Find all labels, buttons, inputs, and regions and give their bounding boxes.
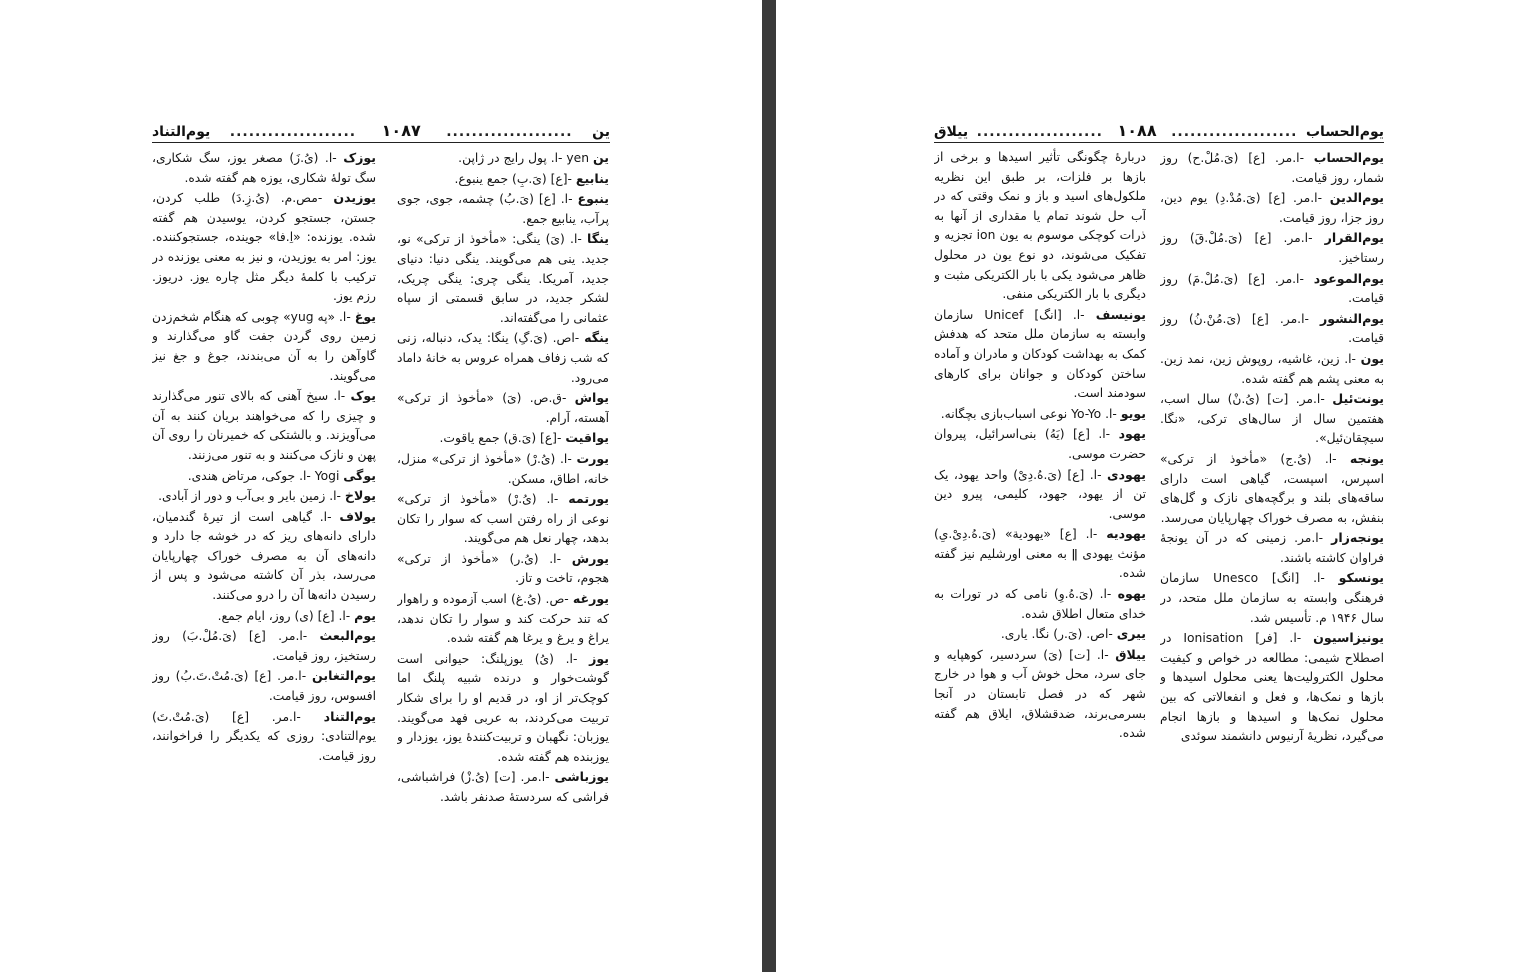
dictionary-entry	[397, 767, 609, 807]
entry-headword: ینابیع	[575, 170, 609, 186]
entry-definition: ‌-ا. (یُ.ر) «مأخوذ از ترکی» هجوم، تاخت و تاز.	[397, 551, 609, 586]
entry-definition: ‌-ا. (یُ.ج) «مأخوذ از ترکی» اسپرس، اسپست، گیاهی است دارای ساقه‌های بلند و برگچه‌های نازک و گل‌های بنفش، به مصرف خوراک چهارپایان می‌رسد.	[1160, 451, 1384, 525]
entry-headword: یوم‌الموعود	[1313, 270, 1384, 286]
entry-definition: ‌-ا.مر. [ت] (یُ.زْ) فراشباشی، فراشی که سردستهٔ صدنفر باشد.	[397, 770, 609, 804]
dictionary-entry	[934, 424, 1146, 464]
left-page-header	[152, 118, 610, 140]
entry-definition: ‌-ا. [فر] Ionisation در اصطلاح شیمی: مطالعه در خواص و کیفیت محلول الکترولیت‌ها یعنی محلول اسیدها و بازها و نمک‌ها، و فعل و انفعالاتی که بین محلول نمک‌ها و اسیدها و بازها انجام می‌گیرد، نظریهٔ آرنیوس دانشمند سوئدی	[1160, 631, 1384, 744]
entry-definition: ‌-ا. (یَ) ینگی: «مأخوذ از ترکی» نو، جدید. ینی هم می‌گویند. ینگی دنیا: دنیای جدید، آمریکا. ینگی چری: ینگی چریک، لشکر جدید، در سابق قسمتی از سپاه عثمانی را می‌گفته‌اند.	[397, 232, 609, 325]
right-header-rule	[934, 142, 1384, 143]
right-page-column-right	[1160, 148, 1384, 848]
entry-headword: یواقیت	[565, 430, 609, 446]
entry-definition: ‌-ا.مر. [ع] (یَ.مُتْ.تَ) یوم‌التنادی: روزی که یکدیگر را فراخوانند، روز قیامت.	[152, 709, 376, 763]
dictionary-entry	[1160, 309, 1384, 349]
dictionary-entry	[1160, 628, 1384, 747]
entry-headword: ییری	[1116, 626, 1146, 642]
dictionary-entry	[1160, 568, 1384, 628]
dictionary-entry	[397, 388, 609, 428]
dictionary-entry	[1160, 528, 1384, 568]
dictionary-entry	[934, 645, 1146, 744]
entry-definition: ‌-ا. Yo-Yo نوعی اسباب‌بازی بچگانه.	[940, 406, 1117, 421]
dictionary-entry	[1160, 228, 1384, 268]
right-header-guideword-right: یوم‌الحساب	[1305, 124, 1384, 140]
entry-definition: ‌-ا.مر. [ع] (یَ.مُلْ.بَ) روز رستخیز، روز قیامت.	[152, 629, 376, 663]
left-page-number: ۱۰۸۷	[381, 121, 421, 140]
dictionary-entry	[152, 666, 376, 706]
dictionary-entry	[397, 169, 609, 190]
dictionary-entry	[397, 189, 609, 229]
left-page-column-left	[152, 148, 376, 848]
entry-headword: یورت	[576, 450, 609, 466]
entry-definition: ‌-ا. [انگ] Unicef سازمان وابسته به سازمان ملل متحد که هدفش کمک به بهداشت کودکان و مادران و آماده ساختن کودکان و جوانان برای کارهای سودمند است.	[934, 307, 1146, 401]
left-header-rule	[152, 142, 610, 143]
dictionary-entry	[152, 307, 376, 386]
entry-headword: یوغ	[354, 308, 376, 324]
dictionary-entry	[397, 428, 609, 449]
entry-headword: یورتمه	[568, 491, 609, 507]
entry-definition: ‌-[ع] (یَ.ق) جمع یاقوت.	[439, 431, 562, 446]
entry-headword: یوزیدن	[333, 190, 376, 206]
entry-headword: یورش	[571, 550, 609, 566]
entry-headword: ینبوع	[577, 191, 609, 207]
entry-definition: ‌-ا.مر. [ع] (یَ.مُلْ.قَ) روز رستاخیز.	[1160, 231, 1384, 265]
left-page-column-right	[397, 148, 609, 848]
entry-headword: یهوه	[1117, 586, 1146, 602]
entry-headword: یواش	[574, 390, 609, 406]
dictionary-entry	[397, 489, 609, 549]
entry-headword: یوک	[350, 388, 376, 404]
entry-definition: ‌-ا. [ع] (یَ.هُ.دِیْ) واحد یهود، یک تن از یهود، جهود، کلیمی، پیرو دین موسی.	[934, 467, 1146, 521]
entry-definition: ‌-اص. (یَ.گِ) ینگا: یدک، دنباله، زنی که شب زفاف همراه عروس به خانهٔ داماد می‌رود.	[397, 331, 609, 385]
entry-headword: یهودی	[1107, 466, 1146, 482]
entry-definition: ‌-ا. [ع] (یَهُ) بنی‌اسرائیل، پیروان حضرت موسی.	[934, 427, 1146, 461]
entry-definition: ‌-ص. (یُ.غ) اسب آزموده و راهوار که تند حرکت کند و سوار را تکان ندهد، یراغ و یرغ و یرغا هم گفته شده.	[397, 592, 609, 646]
entry-headword: یولاخ	[344, 488, 376, 504]
right-header-guideword-left: ییلاق	[934, 124, 969, 140]
right-page-column-left	[934, 148, 1146, 848]
dictionary-entry	[1160, 148, 1384, 188]
dictionary-entry	[152, 707, 376, 767]
entry-definition: ‌-مص.م. (یُ.زِ.دَ) طلب کردن، جستن، جستجو کردن، یوسیدن هم گفته شده. یوزنده: «اِ.فا» جوینده، جستجوکننده. یوز: امر به یوزیدن، و نیز به معنی یوزنده در ترکیب با کلمهٔ دیگر مثل چاره یوز. دریوز. رزم یوز.	[152, 191, 376, 304]
right-page	[776, 0, 1536, 972]
entry-headword: یونت‌ئیل	[1332, 391, 1384, 407]
entry-headword: یوم‌الدین	[1329, 190, 1384, 206]
entry-headword: یون	[1360, 350, 1384, 366]
dictionary-entry	[934, 305, 1146, 404]
entry-headword: یونجه‌زار	[1331, 530, 1384, 546]
entry-definition: ‌-ا.مر. [ع] (یَ.مُلْ.ح) روز شمار، روز قیامت.	[1160, 151, 1384, 185]
entry-definition: ‌-ا.مر. زمینی که در آن یونجهٔ فراوان کاشته باشند.	[1160, 531, 1384, 565]
entry-definition: ‌-ا.مر. [ع] (یَ.مُنْ.نُ) روز قیامت.	[1160, 311, 1384, 346]
dictionary-entry	[152, 606, 376, 627]
entry-headword: یوز	[589, 650, 609, 666]
right-page-header	[934, 118, 1384, 140]
dictionary-entry	[152, 466, 376, 487]
entry-definition: ‌-ا. سیخ آهنی که بالای تنور می‌گذارند و چیزی را که می‌خواهند بریان کنند به آن می‌آویزند. و بالشتکی که خمیرنان را روی آن پهن و نازک می‌کنند و به تنور می‌زنند.	[152, 389, 376, 462]
entry-headword: یوزک	[343, 150, 376, 165]
dictionary-entry	[152, 188, 376, 307]
entry-headword: یونیسف	[1095, 306, 1146, 322]
entry-definition: ‌-ا. (یُ.رْ) «مأخوذ از ترکی» منزل، خانه، اطاق، مسکن.	[397, 451, 609, 486]
entry-definition: ‌-ا. (یُ.رْ) «مأخوذ از ترکی» نوعی از راه رفتن اسب که سوار را تکان بدهد، چهار نعل هم می‌گویند.	[397, 492, 609, 546]
entry-definition: ‌-ا.مر. [ع] (یَ.مُدْ.دِ) یوم دین، روز جزا، روز قیامت.	[1160, 191, 1384, 225]
dictionary-entry	[934, 404, 1146, 425]
entry-definition: دربارهٔ چگونگی تأثیر اسیدها و برخی از بازها بر فلزات، بر طبق این نظریه ملکول‌های اسید و باز و نمک وقتی که در آب حل شوند تمام یا مقداری از آنها به ذرات کوچکی موسوم به یون ion تجزیه و تفکیک می‌شوند، دو نوع یون در محلول ظاهر می‌شود یکی با بار الکتریکی مثبت و دیگری با بار الکتریکی منفی.	[934, 150, 1146, 302]
dictionary-entry	[397, 549, 609, 589]
entry-definition: ‌-ا. (یَ.هُ.وِ) نامی که در تورات به خدای متعال اطلاق شده.	[934, 587, 1146, 621]
entry-definition: ‌-ا. [ت] (یَ) سردسیر، کوهپایه و جای سرد، محل خوش آب و هوا در خارج شهر که در فصل تابستان در آنجا بسرمی‌برند، ضدقشلاق، ایلاق هم گفته شده.	[934, 647, 1146, 741]
dictionary-entry	[397, 449, 609, 489]
entry-definition: yen ‌-ا. پول رایج در ژاپن.	[458, 151, 590, 165]
dictionary-entry	[1160, 188, 1384, 228]
dictionary-entry	[1160, 349, 1384, 389]
right-header-dots-right: ....................	[1171, 124, 1298, 140]
entry-definition: ‌-ا. زین، غاشیه، روپوش زین، نمد زین. به معنی پشم هم گفته شده.	[1160, 351, 1384, 386]
dictionary-entry	[1160, 389, 1384, 449]
entry-definition: ‌-ا. [ع] (یَ.بُ) چشمه، جوی، جوی پرآب، ینابیع جمع.	[397, 192, 609, 226]
entry-headword: یولاف	[339, 508, 376, 524]
dictionary-entry	[397, 589, 609, 649]
book-spine	[762, 0, 776, 972]
entry-definition: ‌-[ع] (یَ.بِ) جمع ینبوع.	[454, 171, 572, 186]
entry-definition: ‌-ا. زمین بایر و بی‌آب و دور از آبادی.	[158, 489, 341, 504]
entry-headword: یهود	[1118, 426, 1146, 442]
dictionary-entry	[1160, 269, 1384, 309]
dictionary-entry	[152, 507, 376, 606]
entry-definition: ‌-ا.مر. [ع] (یَ.مُلْ.مَ) روز قیامت.	[1160, 271, 1384, 306]
right-header-dots-left: ....................	[976, 124, 1103, 140]
dictionary-entry	[152, 486, 376, 507]
left-header-dots-left: ....................	[229, 124, 357, 140]
entry-headword: یوگی	[343, 467, 376, 483]
entry-headword: یهودیه	[1106, 526, 1146, 542]
entry-headword: یونجه	[1349, 450, 1384, 466]
entry-headword: ین	[592, 150, 609, 165]
dictionary-entry	[934, 624, 1146, 645]
dictionary-entry	[397, 328, 609, 388]
right-page-number: ۱۰۸۸	[1117, 121, 1157, 140]
dictionary-entry	[397, 148, 609, 169]
entry-definition: ‌-ا. (یُ) یوزپلنگ: حیوانی است گوشت‌خوار و درنده شبیه پلنگ اما کوچک‌تر از او، در قدیم او را برای شکار تربیت می‌کردند، به عربی فهد می‌گویند. یوزبان: نگهبان و تربیت‌کنندهٔ یوز، یوزدار و یوزبنده هم گفته شده.	[397, 651, 609, 764]
entry-definition: ‌-ا.مر. [ع] (یَ.مُتْ.تَ.بُ) روز افسوس، روز قیامت.	[152, 669, 376, 704]
dictionary-entry	[152, 148, 376, 188]
entry-definition: ‌-ا. [ع] «یهودیة» (یَ.هُ.دِیْ.یِ) مؤنث یهودی ǁ به معنی اورشلیم نیز گفته شده.	[934, 527, 1146, 581]
entry-definition: Yogi ‌-ا. جوکی، مرتاض هندی.	[187, 468, 340, 483]
entry-definition: ‌-ا. (یُ.زَ) مصغر یوز، سگ شکاری، سگ تولهٔ شکاری، یوزه هم گفته شده.	[152, 151, 376, 185]
entry-headword: یوم‌النشور	[1319, 310, 1384, 326]
entry-definition: ‌-ا.مر. [ت] (یُ.نْ) سال اسب، هفتمین سال از سال‌های ترکی، «نگا. سیچقان‌ئیل».	[1160, 392, 1384, 446]
entry-headword: یونیزاسیون	[1313, 630, 1384, 646]
dictionary-entry	[397, 649, 609, 768]
entry-definition: ‌-ق.ص. (یَ) «مأخوذ از ترکی» آهسته، آرام.	[397, 391, 609, 425]
entry-definition: ‌-ا. [ع] (ی) روز، ایام جمع.	[217, 608, 351, 623]
entry-definition: ‌-ا. [انگ] Unesco سازمان فرهنگی وابسته به سازمان ملل متحد، در سال ۱۹۴۶ م. تأسیس شد.	[1160, 571, 1384, 625]
dictionary-entry	[934, 465, 1146, 525]
dictionary-entry	[934, 584, 1146, 624]
entry-headword: یورغه	[572, 591, 609, 607]
entry-definition: ‌-ا. «په yug» چوبی که هنگام شخم‌زدن زمین روی گردن جفت گاو می‌گذارند و گاوآهن را به آن می‌بندند، جوغ و جغ نیز می‌گویند.	[152, 309, 376, 383]
dictionary-entry	[397, 229, 609, 328]
entry-definition: ‌-ا. گیاهی است از تیرهٔ گندمیان، دارای دانه‌های ریز که در خوشه جا دارد و دانه‌های آن به مصرف خوراک چهارپایان می‌رسد، بذر آن کاشته می‌شود و پس از رسیدن دانه‌ها آن را درو می‌کنند.	[152, 509, 376, 603]
dictionary-entry	[152, 386, 376, 465]
entry-headword: ینگا	[587, 231, 609, 247]
entry-headword: یوم	[354, 607, 376, 623]
dictionary-entry	[1160, 449, 1384, 528]
entry-headword: ینگه	[584, 330, 609, 346]
entry-headword: یوم‌البعث	[319, 628, 376, 644]
entry-headword: یوزباشی	[554, 769, 609, 785]
left-header-guideword-right: ین	[592, 124, 610, 140]
left-header-dots-right: ....................	[446, 124, 573, 140]
entry-headword: یوم‌التناد	[323, 708, 376, 724]
dictionary-entry	[934, 148, 1146, 305]
left-page	[0, 0, 762, 972]
entry-definition: ‌-اص. (یَ.ر) نگا. یاری.	[1000, 627, 1113, 642]
dictionary-entry	[934, 524, 1146, 584]
dictionary-entry	[152, 626, 376, 666]
entry-headword: ییلاق	[1115, 646, 1146, 662]
left-header-guideword-left: یوم‌التناد	[152, 124, 211, 140]
entry-headword: یوم‌الحساب	[1313, 150, 1384, 165]
entry-headword: یوم‌القرار	[1324, 230, 1384, 246]
entry-headword: یوم‌التغابن	[312, 668, 376, 684]
entry-headword: یویو	[1120, 405, 1146, 421]
entry-headword: یونسکو	[1338, 570, 1384, 586]
